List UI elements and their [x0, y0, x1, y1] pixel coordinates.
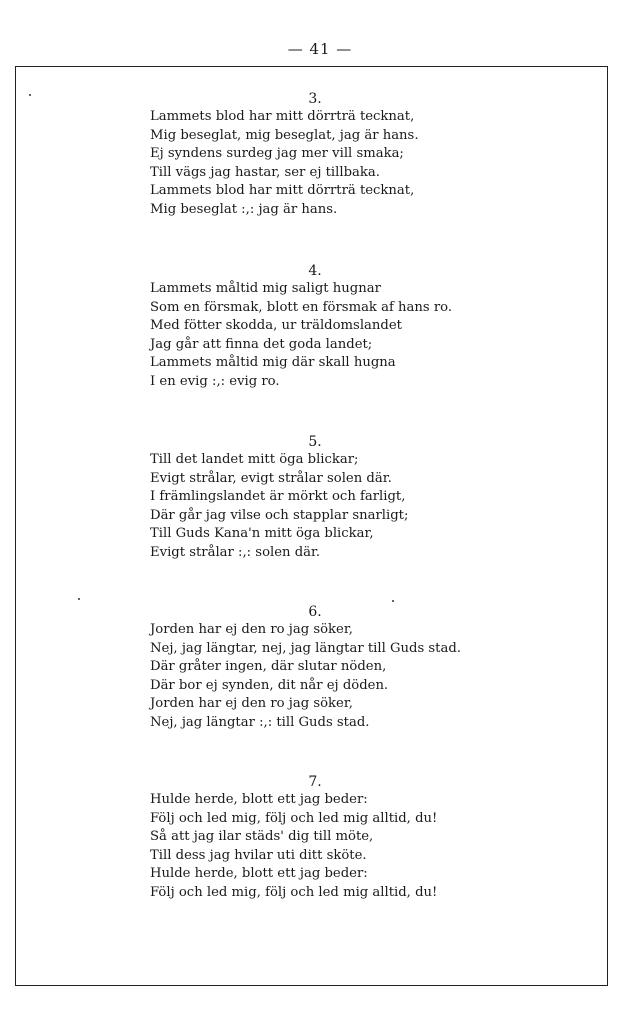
stanza-4	[150, 262, 600, 392]
stanza-lines	[150, 280, 600, 392]
verse-line: Som en försmak, blott en försmak af hans ro.	[150, 299, 453, 315]
verse-line: Till vägs jag hastar, ser ej tillbaka.	[150, 164, 380, 180]
stanza-lines	[150, 621, 600, 733]
ink-speck	[78, 598, 80, 600]
verse-line: Lammets måltid mig saligt hugnar	[150, 281, 381, 296]
verse-line: Så att jag ilar städs' dig till möte,	[150, 829, 374, 845]
stanza-number: 6.	[308, 604, 322, 620]
verse-line: Till det landet mitt öga blickar;	[150, 452, 359, 467]
stanza-5	[150, 433, 600, 563]
ink-speck	[392, 600, 394, 602]
verse-line: Evigt strålar, evigt strålar solen där.	[150, 470, 392, 486]
stanza-3	[150, 90, 600, 220]
verse-line: Nej, jag längtar, nej, jag längtar till Guds stad.	[150, 640, 461, 656]
verse-line: Jag går att finna det goda landet;	[150, 336, 373, 352]
verse-line: Där går jag vilse och stapplar snarligt;	[150, 507, 409, 523]
stanza-number: 7.	[308, 774, 322, 790]
verse-line: Mig beseglat, mig beseglat, jag är hans.	[150, 127, 419, 143]
verse-line: Lammets blod har mitt dörrträ tecknat,	[150, 109, 415, 124]
verse-line: Hulde herde, blott ett jag beder:	[150, 792, 368, 807]
stanza-lines	[150, 451, 600, 563]
stanza-number: 4.	[308, 263, 322, 279]
stanza-6	[150, 603, 600, 733]
verse-line: Evigt strålar :,: solen där.	[150, 544, 321, 560]
stanza-lines	[150, 108, 600, 220]
verse-line: Hulde herde, blott ett jag beder:	[150, 866, 368, 882]
verse-line: Med fötter skodda, ur träldomslandet	[150, 318, 402, 334]
verse-line: Följ och led mig, följ och led mig alltid, du!	[150, 810, 438, 826]
stanza-lines	[150, 791, 600, 903]
stanza-number: 5.	[308, 434, 322, 450]
verse-line: Jorden har ej den ro jag söker,	[150, 696, 353, 712]
verse-line: Lammets blod har mitt dörrträ tecknat,	[150, 183, 415, 199]
verse-line: I främlingslandet är mörkt och farligt,	[150, 489, 406, 505]
verse-line: Där bor ej synden, dit når ej döden.	[150, 677, 389, 693]
stanza-7	[150, 773, 600, 903]
verse-line: Mig beseglat :,: jag är hans.	[150, 201, 338, 217]
verse-line: Nej, jag längtar :,: till Guds stad.	[150, 714, 370, 730]
verse-line: I en evig :,: evig ro.	[150, 373, 280, 389]
verse-line: Följ och led mig, följ och led mig alltid, du!	[150, 884, 438, 900]
page-number: — 41 —	[287, 40, 353, 58]
verse-line: Jorden har ej den ro jag söker,	[150, 622, 353, 637]
stanza-number: 3.	[308, 91, 322, 107]
verse-line: Där gråter ingen, där slutar nöden,	[150, 659, 387, 675]
verse-line: Till dess jag hvilar uti ditt sköte.	[150, 847, 367, 863]
ink-speck	[29, 94, 31, 96]
verse-line: Ej syndens surdeg jag mer vill smaka;	[150, 146, 404, 162]
verse-line: Till Guds Kana'n mitt öga blickar,	[150, 526, 374, 542]
verse-line: Lammets måltid mig där skall hugna	[150, 355, 396, 371]
